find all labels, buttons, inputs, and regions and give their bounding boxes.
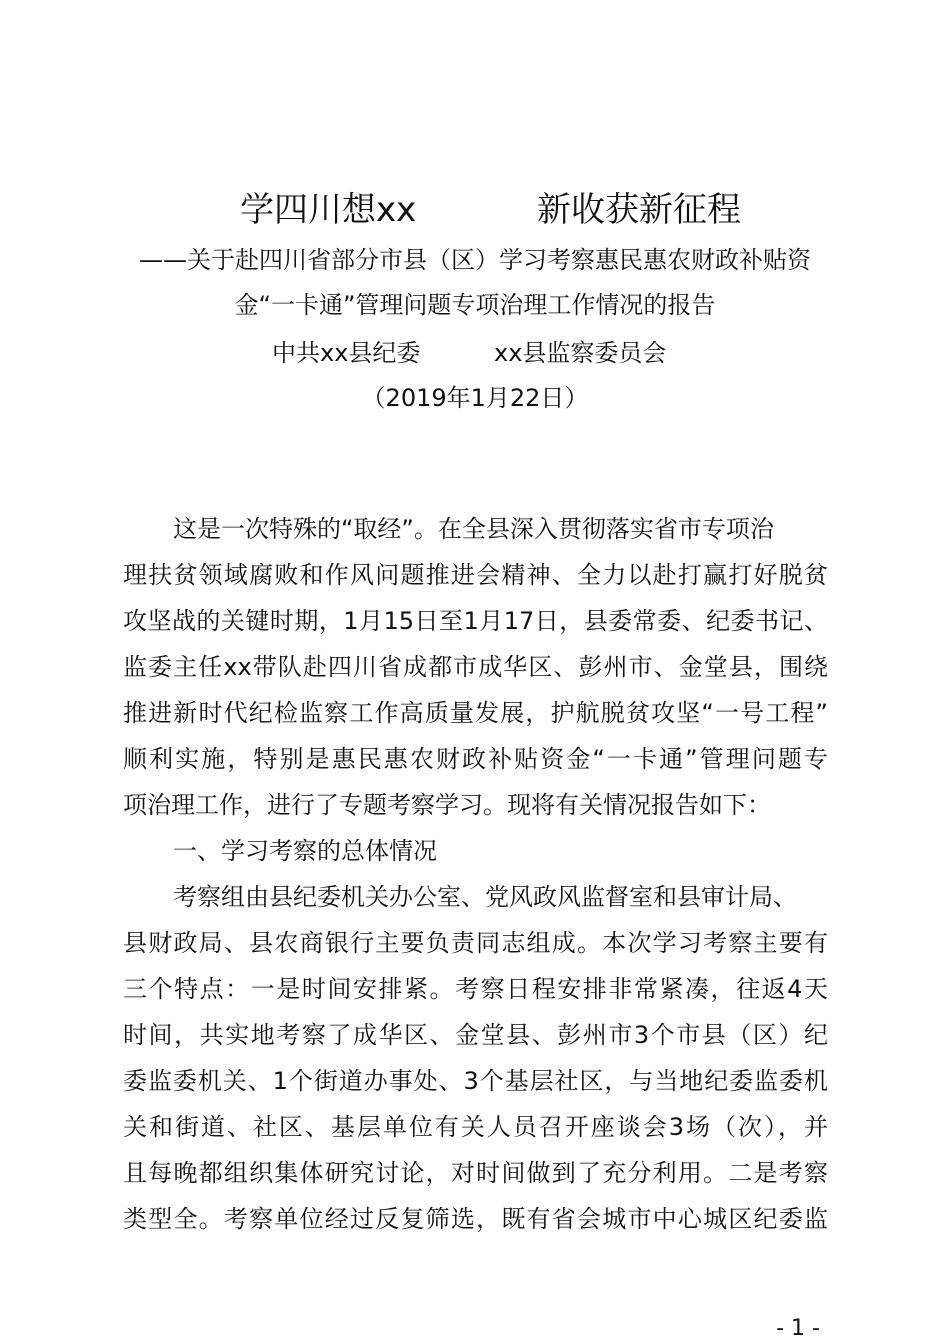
- body-line: 县财政局、县农商银行主要负责同志组成。本次学习考察主要有: [123, 929, 828, 957]
- body-line: 考察组由县纪委机关办公室、党风政风监督室和县审计局、: [173, 883, 797, 911]
- body-line: 时间，共实地考察了成华区、金堂县、彭州市3个市县（区）纪: [123, 1021, 828, 1049]
- body-line: 关和街道、社区、基层单位有关人员召开座谈会3场（次），并: [123, 1113, 828, 1141]
- subtitle-line-2: 金“一卡通”管理问题专项治理工作情况的报告: [234, 291, 716, 319]
- body-line: 项治理工作，进行了专题考察学习。现将有关情况报告如下：: [123, 791, 771, 819]
- report-date: （2019年1月22日）: [361, 384, 589, 412]
- body-line: 理扶贫领域腐败和作风问题推进会精神、全力以赴打赢打好脱贫: [123, 561, 828, 589]
- body-line: 这是一次特殊的“取经”。在全县深入贯彻落实省市专项治: [173, 515, 774, 543]
- body-line: 委监委机关、1个街道办事处、3个基层社区，与当地纪委监委机: [123, 1067, 828, 1095]
- body-line: 推进新时代纪检监察工作高质量发展，护航脱贫攻坚“一号工程”: [123, 699, 828, 727]
- report-body: [123, 506, 828, 1242]
- section-heading: 一、学习考察的总体情况: [173, 837, 437, 865]
- page-number: - 1 -: [776, 1316, 820, 1341]
- body-line: 且每晚都组织集体研究讨论，对时间做到了充分利用。二是考察: [123, 1159, 828, 1187]
- body-line: 顺利实施，特别是惠民惠农财政补贴资金“一卡通”管理问题专: [123, 745, 828, 773]
- body-line: 攻坚战的关键时期，1月15日至1月17日，县委常委、纪委书记、: [123, 607, 828, 635]
- document-title: [0, 186, 950, 234]
- issuer-supervision-commission: xx县监察委员会: [494, 339, 667, 367]
- title-part-2: 新收获新征程: [537, 190, 741, 230]
- body-line: 监委主任xx带队赴四川省成都市成华区、彭州市、金堂县，围绕: [123, 653, 828, 681]
- subtitle-line-1: ——关于赴四川省部分市县（区）学习考察惠民惠农财政补贴资: [139, 246, 811, 274]
- body-line: 三个特点：一是时间安排紧。考察日程安排非常紧凑，往返4天: [123, 975, 828, 1003]
- title-part-1: 学四川想xx: [240, 190, 417, 230]
- body-line: 类型全。考察单位经过反复筛选，既有省会城市中心城区纪委监: [123, 1205, 828, 1233]
- issuer-party-committee: 中共xx县纪委: [272, 339, 421, 367]
